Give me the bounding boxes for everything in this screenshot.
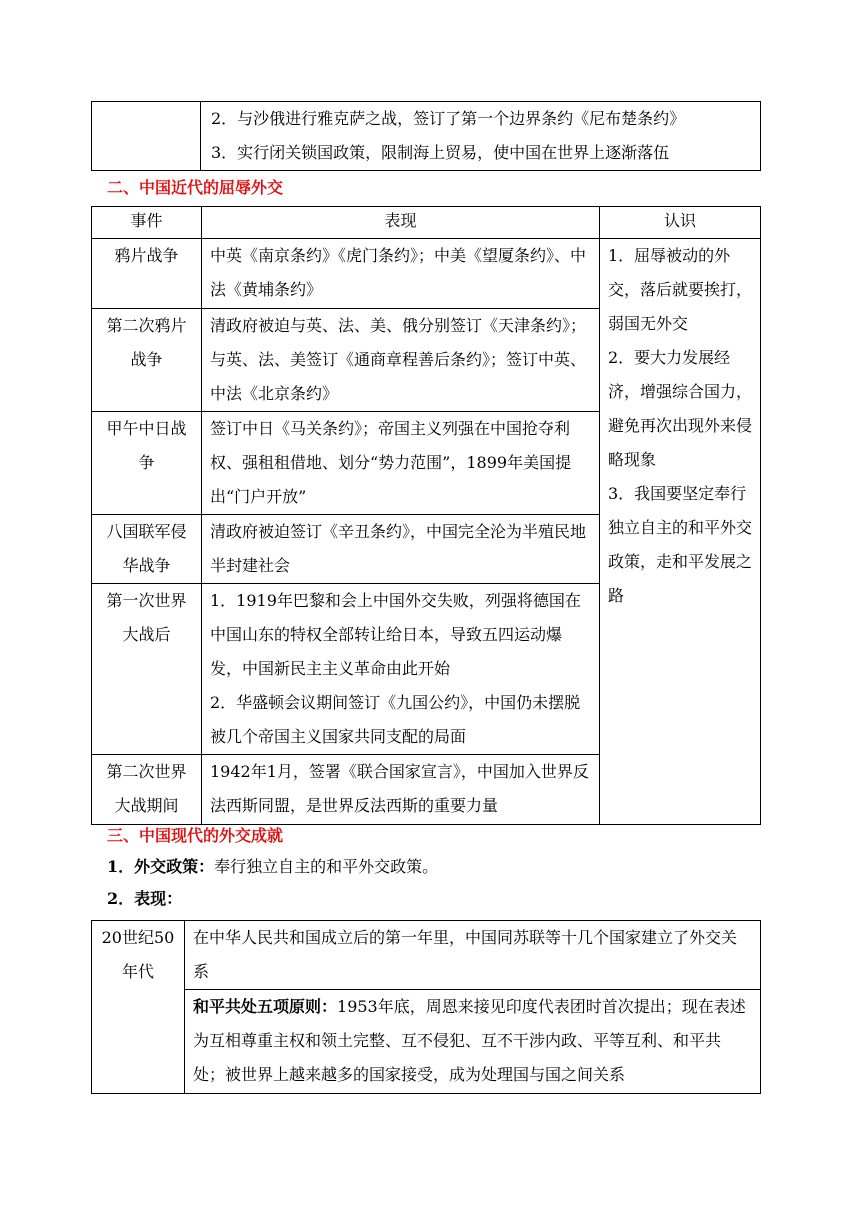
policy-text: 奉行独立自主的和平外交政策。 bbox=[214, 857, 439, 876]
diplomacy-table bbox=[91, 206, 761, 825]
event-cell: 八国联军侵华战争 bbox=[92, 515, 202, 584]
detail-cell: 签订中日《马关条约》；帝国主义列强在中国抢夺利权、强租租借地、划分“势力范围”，1899年美国提出“门户开放” bbox=[202, 412, 600, 515]
section3-title: 三、中国现代的外交成就 bbox=[107, 826, 284, 845]
recognition-3: 3．我国要坚定奉行独立自主的和平外交政策，走和平发展之路 bbox=[608, 484, 753, 605]
recognition-cell bbox=[600, 239, 761, 825]
achievement-row-1: 在中华人民共和国成立后的第一年里，中国同苏联等十几个国家建立了外交关系 bbox=[185, 921, 761, 990]
header-recognition: 认识 bbox=[600, 207, 761, 239]
section2-title: 二、中国近代的屈辱外交 bbox=[107, 178, 284, 197]
top-table-left-cell bbox=[92, 102, 201, 171]
top-table bbox=[91, 101, 761, 171]
detail-cell: 中英《南京条约》《虎门条约》；中美《望厦条约》、中法《黄埔条约》 bbox=[202, 239, 600, 309]
performance-label: 2．表现： bbox=[107, 889, 183, 908]
recognition-1: 1．屈辱被动的外交，落后就要挨打，弱国无外交 bbox=[608, 246, 753, 333]
detail-part-2: 2．华盛顿会议期间签订《九国公约》，中国仍未摆脱被几个帝国主义国家共同支配的局面 bbox=[210, 693, 581, 746]
detail-cell: 清政府被迫签订《辛丑条约》，中国完全沦为半殖民地半封建社会 bbox=[202, 515, 600, 584]
event-cell: 第一次世界大战后 bbox=[92, 584, 202, 755]
detail-cell: 1942年1月，签署《联合国家宣言》，中国加入世界反法西斯同盟，是世界反法西斯的重要力量 bbox=[202, 755, 600, 825]
recognition-2: 2．要大力发展经济，增强综合国力，避免再次出现外来侵略现象 bbox=[608, 348, 753, 469]
achievement-row-2 bbox=[185, 990, 761, 1094]
detail-part-1: 1．1919年巴黎和会上中国外交失败，列强将德国在中国山东的特权全部转让给日本，导致五四运动爆发，中国新民主主义革命由此开始 bbox=[210, 591, 581, 678]
top-table-right-cell bbox=[201, 102, 761, 171]
event-cell: 甲午中日战争 bbox=[92, 412, 202, 515]
policy-label: 1．外交政策： bbox=[107, 857, 215, 876]
header-detail: 表现 bbox=[202, 207, 600, 239]
header-event: 事件 bbox=[92, 207, 202, 239]
policy-line bbox=[107, 855, 438, 879]
event-cell: 第二次鸦片战争 bbox=[92, 309, 202, 412]
detail-cell: 清政府被迫与英、法、美、俄分别签订《天津条约》；与英、法、美签订《通商章程善后条约》；签订中英、中法《北京条约》 bbox=[202, 309, 600, 412]
top-row-2: 2．与沙俄进行雅克萨之战，签订了第一个边界条约《尼布楚条约》 bbox=[211, 109, 686, 128]
period-cell: 20世纪50年代 bbox=[92, 921, 185, 1094]
five-principles-label: 和平共处五项原则： bbox=[193, 997, 338, 1016]
achievement-table bbox=[91, 920, 761, 1094]
five-principles-text: 1953年底，周恩来接见印度代表团时首次提出；现在表述为互相尊重主权和领土完整、互不侵犯、互不干涉内政、平等互利、和平共处；被世界上越来越多的国家接受，成为处理国与国之间关系 bbox=[193, 997, 746, 1084]
detail-cell bbox=[202, 584, 600, 755]
table-row bbox=[92, 239, 761, 309]
event-cell: 鸦片战争 bbox=[92, 239, 202, 309]
top-row-3: 3．实行闭关锁国政策，限制海上贸易，使中国在世界上逐渐落伍 bbox=[211, 143, 670, 162]
event-cell: 第二次世界大战期间 bbox=[92, 755, 202, 825]
